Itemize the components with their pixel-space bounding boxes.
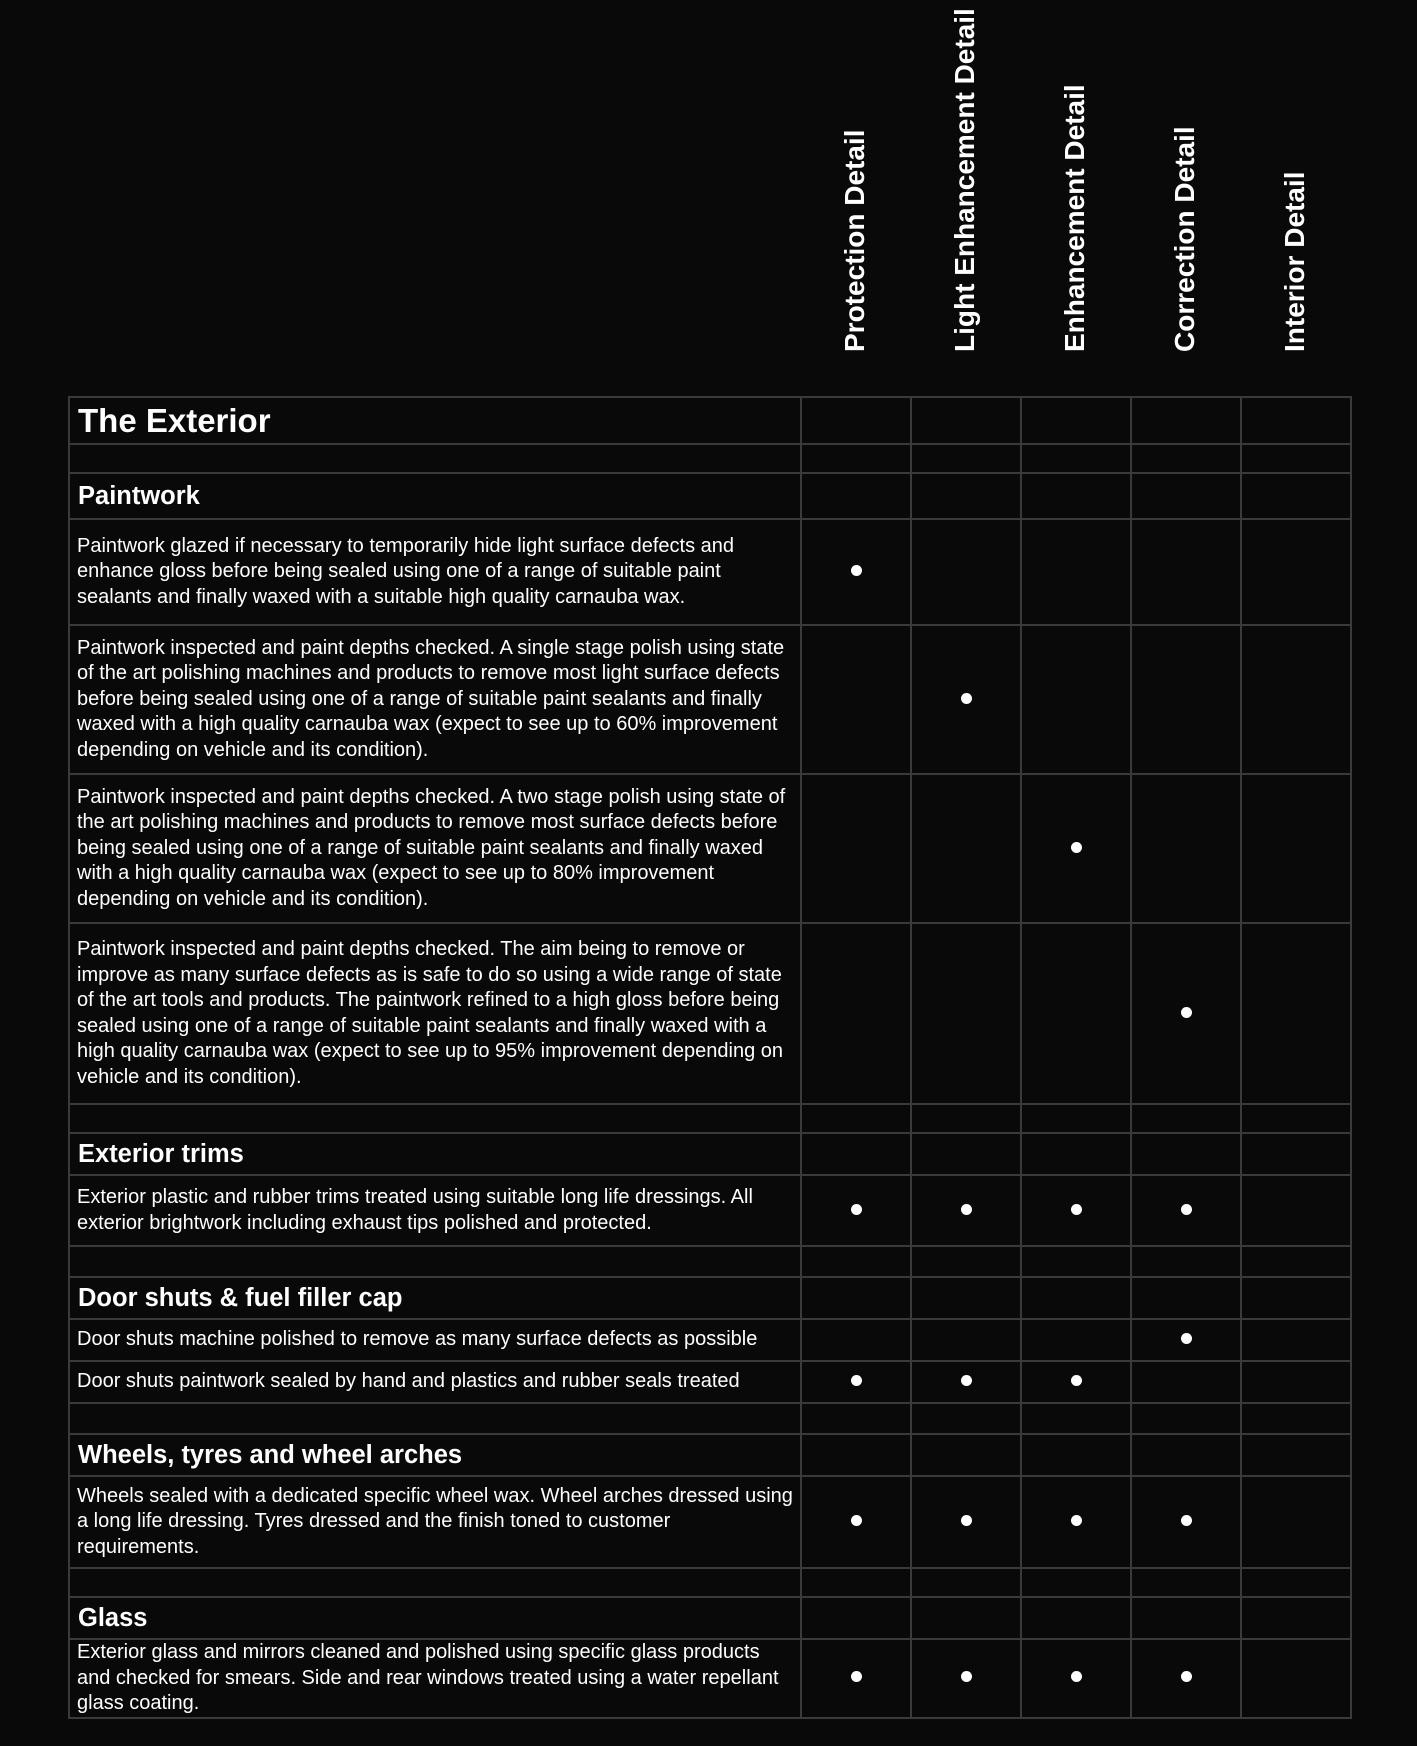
included-dot-icon bbox=[1071, 1375, 1082, 1386]
column-header-correction bbox=[1130, 0, 1240, 396]
column-header-interior bbox=[1240, 0, 1350, 396]
mark-cell bbox=[1021, 1476, 1131, 1568]
mark-cell bbox=[801, 1476, 911, 1568]
title-row bbox=[69, 397, 1351, 444]
mark-cell bbox=[1131, 774, 1241, 923]
table-row bbox=[69, 1319, 1351, 1361]
section-heading-row bbox=[69, 1597, 1351, 1639]
mark-cell bbox=[1021, 1175, 1131, 1246]
mark-cell bbox=[1131, 1361, 1241, 1403]
row-description: Paintwork inspected and paint depths checked. A single stage polish using state of the art polishing machines and products to remove most light surface defects before being sealed using one of a range of suitable paint sealants and finally waxed with a high quality carnauba wax (expect to see up to 60% improvement depending on vehicle and its condition). bbox=[77, 636, 785, 761]
mark-cell bbox=[1131, 1639, 1241, 1718]
mark-cell bbox=[1021, 774, 1131, 923]
included-dot-icon bbox=[1071, 1671, 1082, 1682]
included-dot-icon bbox=[1071, 842, 1082, 853]
section-heading-paintwork: Paintwork bbox=[78, 481, 200, 510]
mark-cell bbox=[1131, 1319, 1241, 1361]
spacer-row bbox=[69, 1568, 1351, 1597]
included-dot-icon bbox=[1071, 1204, 1082, 1215]
mark-cell bbox=[1241, 774, 1351, 923]
section-heading-row bbox=[69, 1133, 1351, 1175]
column-header-enhancement bbox=[1020, 0, 1130, 396]
mark-cell bbox=[801, 1319, 911, 1361]
included-dot-icon bbox=[1181, 1333, 1192, 1344]
mark-cell bbox=[1021, 519, 1131, 625]
included-dot-icon bbox=[961, 1204, 972, 1215]
section-heading-row bbox=[69, 1277, 1351, 1319]
mark-cell bbox=[1021, 1361, 1131, 1403]
section-heading-row bbox=[69, 1434, 1351, 1476]
included-dot-icon bbox=[1181, 1007, 1192, 1018]
mark-cell bbox=[1131, 625, 1241, 774]
section-title: The Exterior bbox=[78, 401, 271, 439]
mark-cell bbox=[1131, 1476, 1241, 1568]
mark-cell bbox=[1241, 1476, 1351, 1568]
included-dot-icon bbox=[851, 1204, 862, 1215]
included-dot-icon bbox=[1181, 1515, 1192, 1526]
row-description: Paintwork inspected and paint depths checked. The aim being to remove or improve as many surface defects as is safe to do so using a wide range of state of the art tools and products. The paintwork refined to a high gloss before being sealed using one of a range of suitable paint sealants and finally waxed with a high quality carnauba wax (expect to see up to 95% improvement depending on vehicle and its condition). bbox=[77, 938, 784, 1088]
mark-cell bbox=[1241, 1361, 1351, 1403]
table-row bbox=[69, 923, 1351, 1104]
row-description: Exterior plastic and rubber trims treated using suitable long life dressings. All exterior brightwork including exhaust tips polished and protected. bbox=[77, 1186, 753, 1234]
mark-cell bbox=[1021, 1319, 1131, 1361]
table-row bbox=[69, 1639, 1351, 1718]
mark-cell bbox=[1241, 519, 1351, 625]
mark-cell bbox=[801, 519, 911, 625]
spacer-row bbox=[69, 1403, 1351, 1434]
included-dot-icon bbox=[961, 1515, 972, 1526]
mark-cell bbox=[801, 923, 911, 1104]
row-description: Paintwork glazed if necessary to temporarily hide light surface defects and enhance gloss before being sealed using one of a range of suitable paint sealants and finally waxed with a suitable high quality carnauba wax. bbox=[77, 534, 735, 608]
table-row bbox=[69, 774, 1351, 923]
table-row bbox=[69, 1476, 1351, 1568]
included-dot-icon bbox=[851, 1671, 862, 1682]
mark-cell bbox=[911, 1319, 1021, 1361]
mark-cell bbox=[1241, 1319, 1351, 1361]
mark-cell bbox=[911, 1361, 1021, 1403]
section-heading-row bbox=[69, 473, 1351, 519]
included-dot-icon bbox=[1181, 1671, 1192, 1682]
column-label: Light Enhancement Detail bbox=[949, 8, 980, 352]
mark-cell bbox=[1241, 1639, 1351, 1718]
column-header-light-enhancement bbox=[910, 0, 1020, 396]
section-heading-door-shuts: Door shuts & fuel filler cap bbox=[78, 1283, 403, 1312]
row-description: Wheels sealed with a dedicated specific wheel wax. Wheel arches dressed using a long life dressing. Tyres dressed and the finish toned to customer requirements. bbox=[77, 1484, 793, 1558]
included-dot-icon bbox=[851, 1375, 862, 1386]
spacer-row bbox=[69, 1104, 1351, 1133]
row-description: Exterior glass and mirrors cleaned and polished using specific glass products and checked for smears. Side and rear windows treated using a water repellant glass coating. bbox=[77, 1641, 779, 1714]
mark-cell bbox=[1021, 923, 1131, 1104]
column-label: Interior Detail bbox=[1279, 171, 1310, 352]
mark-cell bbox=[911, 1476, 1021, 1568]
mark-cell bbox=[911, 774, 1021, 923]
mark-cell bbox=[801, 1175, 911, 1246]
mark-cell bbox=[801, 774, 911, 923]
section-heading-wheels: Wheels, tyres and wheel arches bbox=[78, 1440, 463, 1469]
table-row bbox=[69, 1175, 1351, 1246]
table-row bbox=[69, 1361, 1351, 1403]
included-dot-icon bbox=[961, 1375, 972, 1386]
mark-cell bbox=[1021, 625, 1131, 774]
mark-cell bbox=[801, 1639, 911, 1718]
mark-cell bbox=[911, 1175, 1021, 1246]
mark-cell bbox=[911, 1639, 1021, 1718]
included-dot-icon bbox=[961, 693, 972, 704]
mark-cell bbox=[801, 625, 911, 774]
section-heading-exterior-trims: Exterior trims bbox=[78, 1139, 244, 1168]
included-dot-icon bbox=[1071, 1515, 1082, 1526]
row-description: Paintwork inspected and paint depths checked. A two stage polish using state of the art polishing machines and products to remove most surface defects before being sealed using one of a range of suitable paint sealants and finally waxed with a high quality carnauba wax (expect to see up to 80% improvement depending on vehicle and its condition). bbox=[77, 785, 786, 910]
row-description: Door shuts paintwork sealed by hand and plastics and rubber seals treated bbox=[77, 1370, 740, 1393]
mark-cell bbox=[1021, 1639, 1131, 1718]
mark-cell bbox=[911, 923, 1021, 1104]
included-dot-icon bbox=[961, 1671, 972, 1682]
section-heading-glass: Glass bbox=[78, 1603, 148, 1632]
included-dot-icon bbox=[851, 565, 862, 576]
table-row bbox=[69, 625, 1351, 774]
service-comparison-table bbox=[68, 396, 1352, 1719]
column-label: Protection Detail bbox=[839, 129, 870, 352]
row-description: Door shuts machine polished to remove as many surface defects as possible bbox=[77, 1328, 758, 1351]
mark-cell bbox=[1131, 923, 1241, 1104]
mark-cell bbox=[1131, 1175, 1241, 1246]
included-dot-icon bbox=[851, 1515, 862, 1526]
mark-cell bbox=[911, 519, 1021, 625]
included-dot-icon bbox=[1181, 1204, 1192, 1215]
mark-cell bbox=[1131, 519, 1241, 625]
mark-cell bbox=[801, 1361, 911, 1403]
column-header-protection bbox=[800, 0, 910, 396]
spacer-row bbox=[69, 1246, 1351, 1277]
table-row bbox=[69, 519, 1351, 625]
column-label: Enhancement Detail bbox=[1059, 84, 1090, 352]
column-label: Correction Detail bbox=[1169, 126, 1200, 352]
mark-cell bbox=[1241, 923, 1351, 1104]
mark-cell bbox=[1241, 625, 1351, 774]
mark-cell bbox=[911, 625, 1021, 774]
spacer-row bbox=[69, 444, 1351, 473]
mark-cell bbox=[1241, 1175, 1351, 1246]
